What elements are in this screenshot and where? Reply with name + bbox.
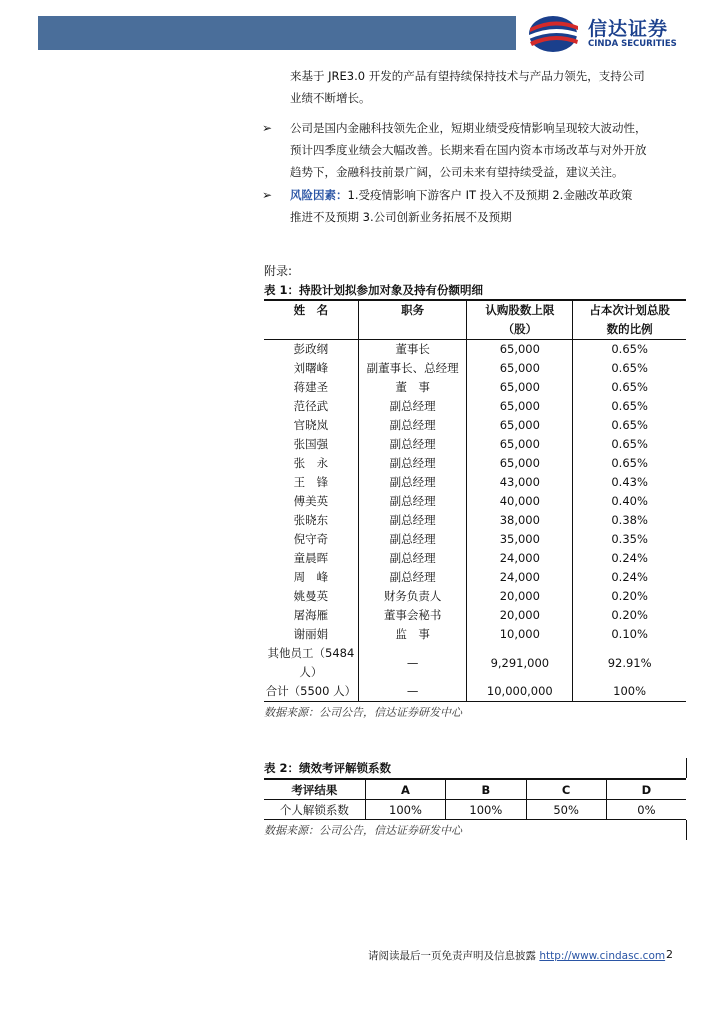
cell-shares: 24,000 xyxy=(467,549,573,568)
table-row xyxy=(264,378,686,397)
table-row xyxy=(264,435,686,454)
footer-disclaimer xyxy=(368,948,665,963)
table1-caption: 表 1：持股计划拟参加对象及持有份额明细 xyxy=(264,283,484,297)
cell-shares: 65,000 xyxy=(467,416,573,435)
table2-header-row xyxy=(264,779,686,800)
cell-name: 周 峰 xyxy=(293,570,329,584)
cell-shares: 10,000 xyxy=(467,625,573,644)
cell-title: 副董事长、总经理 xyxy=(358,359,467,378)
table-row xyxy=(264,473,686,492)
table-row xyxy=(264,359,686,378)
bullet-arrow-icon: ➢ xyxy=(262,188,273,202)
table-row xyxy=(264,454,686,473)
cell-shares: 65,000 xyxy=(467,359,573,378)
table2-cell: 100% xyxy=(446,800,526,820)
table2-cell: 50% xyxy=(526,800,606,820)
cell-ratio: 0.38% xyxy=(573,511,686,530)
cell-name: 范径武 xyxy=(293,399,329,413)
cell-ratio: 0.24% xyxy=(573,568,686,587)
intro-line-2: 业绩不断增长。 xyxy=(290,91,371,105)
cell-ratio: 0.24% xyxy=(573,549,686,568)
cell-ratio: 0.43% xyxy=(573,473,686,492)
cell-ratio: 0.65% xyxy=(573,416,686,435)
table2-header-cell: C xyxy=(526,779,606,800)
cell-title: 副总经理 xyxy=(358,492,467,511)
cell-ratio: 0.40% xyxy=(573,492,686,511)
vertical-rule xyxy=(686,820,687,840)
cell-title: 副总经理 xyxy=(358,454,467,473)
cell-shares: 20,000 xyxy=(467,587,573,606)
page-number: 2 xyxy=(666,948,673,961)
table2-header-cell: D xyxy=(606,779,686,800)
table-row xyxy=(264,530,686,549)
brand-name-cn: 信达证券 xyxy=(588,18,669,40)
bullet2-line-2: 预计四季度业绩会大幅改善。长期来看在国内资本市场改革与对外开放 xyxy=(290,143,647,157)
table-row xyxy=(264,397,686,416)
bullet-arrow-icon: ➢ xyxy=(262,121,273,135)
header-shares: 认购股数上限 （股） xyxy=(467,300,573,340)
cell-name: 张晓东 xyxy=(293,513,329,527)
table2-source: 数据来源：公司公告，信达证券研发中心 xyxy=(264,824,462,837)
table-row xyxy=(264,492,686,511)
table-row xyxy=(264,340,686,360)
unlock-coefficient-table xyxy=(264,778,686,820)
cell-title: 副总经理 xyxy=(358,568,467,587)
cell-title: 副总经理 xyxy=(358,435,467,454)
cell-ratio: 0.35% xyxy=(573,530,686,549)
table2-caption: 表 2：绩效考评解锁系数 xyxy=(264,761,392,775)
cell-title: 财务负责人 xyxy=(358,587,467,606)
table1-source: 数据来源：公司公告，信达证券研发中心 xyxy=(264,706,462,719)
cell-title: — xyxy=(358,682,467,702)
bullet2-line-1: 公司是国内金融科技领先企业，短期业绩受疫情影响呈现较大波动性， xyxy=(290,121,647,135)
cell-name: 王 锋 xyxy=(293,475,329,489)
cell-ratio: 0.65% xyxy=(573,397,686,416)
cell-ratio: 0.20% xyxy=(573,606,686,625)
table-row-other xyxy=(264,644,686,682)
footer-text: 请阅读最后一页免责声明及信息披露 xyxy=(368,950,536,962)
table-row xyxy=(264,511,686,530)
cell-shares: 40,000 xyxy=(467,492,573,511)
cell-name: 张 永 xyxy=(293,456,329,470)
header-ratio: 占本次计划总股 数的比例 xyxy=(573,300,686,340)
cinda-globe-icon xyxy=(526,14,582,54)
cell-ratio: 100% xyxy=(573,682,686,702)
bullet2-line-3: 趋势下，金融科技前景广阔，公司未来有望持续受益，建议关注。 xyxy=(290,165,624,179)
table2-header-cell: A xyxy=(365,779,445,800)
cell-name: 官晓岚 xyxy=(293,418,329,432)
table2-cell: 100% xyxy=(365,800,445,820)
appendix-label: 附录: xyxy=(264,264,293,278)
cell-shares: 65,000 xyxy=(467,454,573,473)
vertical-rule xyxy=(686,758,687,778)
table1-body xyxy=(264,340,686,645)
cell-shares: 65,000 xyxy=(467,378,573,397)
cell-shares: 35,000 xyxy=(467,530,573,549)
cell-ratio: 0.65% xyxy=(573,378,686,397)
table-row xyxy=(264,625,686,644)
cell-shares: 9,291,000 xyxy=(467,644,573,682)
equity-plan-table xyxy=(264,299,686,702)
cell-shares: 24,000 xyxy=(467,568,573,587)
cell-shares: 65,000 xyxy=(467,397,573,416)
table-row xyxy=(264,568,686,587)
cell-title: 副总经理 xyxy=(358,473,467,492)
table-row xyxy=(264,416,686,435)
table-row xyxy=(264,606,686,625)
risk-text-1: 1.受疫情影响下游客户 IT 投入不及预期 2.金融改革政策 xyxy=(347,188,633,202)
cell-shares: 10,000,000 xyxy=(467,682,573,702)
cell-name: 倪守奇 xyxy=(293,532,329,546)
cinda-logo xyxy=(526,14,706,54)
risk-line-1 xyxy=(290,185,632,206)
intro-line-1: 来基于 JRE3.0 开发的产品有望持续保持技术与产品力领先，支持公司 xyxy=(290,69,645,83)
table1-header-row xyxy=(264,300,686,340)
table2-header-cell: 考评结果 xyxy=(264,779,365,800)
footer-link[interactable]: http://www.cindasc.com xyxy=(539,950,666,962)
risk-label: 风险因素： xyxy=(290,188,348,202)
cell-title: 副总经理 xyxy=(358,511,467,530)
cell-name: 蒋建圣 xyxy=(293,380,329,394)
cell-title: 副总经理 xyxy=(358,397,467,416)
cell-title: 董 事 xyxy=(358,378,467,397)
cell-shares: 65,000 xyxy=(467,340,573,360)
cell-name: 其他员工（5484 人） xyxy=(267,646,355,679)
cell-name: 彭政纲 xyxy=(293,342,329,356)
cell-title: — xyxy=(358,644,467,682)
cell-name: 张国强 xyxy=(293,437,329,451)
cell-title: 副总经理 xyxy=(358,416,467,435)
table2-cell: 个人解锁系数 xyxy=(279,802,349,817)
table-row xyxy=(264,549,686,568)
risk-line-2: 推进不及预期 3.公司创新业务拓展不及预期 xyxy=(290,210,512,224)
cell-name: 姚曼英 xyxy=(293,589,329,603)
cell-name: 刘曙峰 xyxy=(293,361,329,375)
cell-name: 童晨晖 xyxy=(293,551,329,565)
cell-name: 傅美英 xyxy=(293,494,329,508)
cell-name: 屠海雁 xyxy=(293,608,329,622)
cell-title: 副总经理 xyxy=(358,549,467,568)
table2-cell: 0% xyxy=(606,800,686,820)
cell-shares: 20,000 xyxy=(467,606,573,625)
table-row xyxy=(264,587,686,606)
table2-header-cell: B xyxy=(446,779,526,800)
cell-title: 副总经理 xyxy=(358,530,467,549)
cell-ratio: 0.10% xyxy=(573,625,686,644)
cell-ratio: 0.65% xyxy=(573,359,686,378)
cell-ratio: 0.65% xyxy=(573,340,686,360)
cell-shares: 38,000 xyxy=(467,511,573,530)
cell-ratio: 0.20% xyxy=(573,587,686,606)
cell-shares: 43,000 xyxy=(467,473,573,492)
table2-row xyxy=(264,800,686,820)
cell-name: 谢丽娟 xyxy=(293,627,329,641)
header-title: 职务 xyxy=(358,300,467,340)
cell-title: 董事会秘书 xyxy=(358,606,467,625)
cell-ratio: 0.65% xyxy=(573,454,686,473)
brand-name-en: CINDA SECURITIES xyxy=(588,39,677,49)
header-name: 姓 名 xyxy=(264,300,358,340)
cell-ratio: 0.65% xyxy=(573,435,686,454)
cell-title: 监 事 xyxy=(358,625,467,644)
cell-name: 合计（5500 人） xyxy=(265,684,357,698)
cell-shares: 65,000 xyxy=(467,435,573,454)
cell-ratio: 92.91% xyxy=(573,644,686,682)
table-row-total xyxy=(264,682,686,702)
header-band xyxy=(38,16,516,50)
cell-title: 董事长 xyxy=(358,340,467,360)
